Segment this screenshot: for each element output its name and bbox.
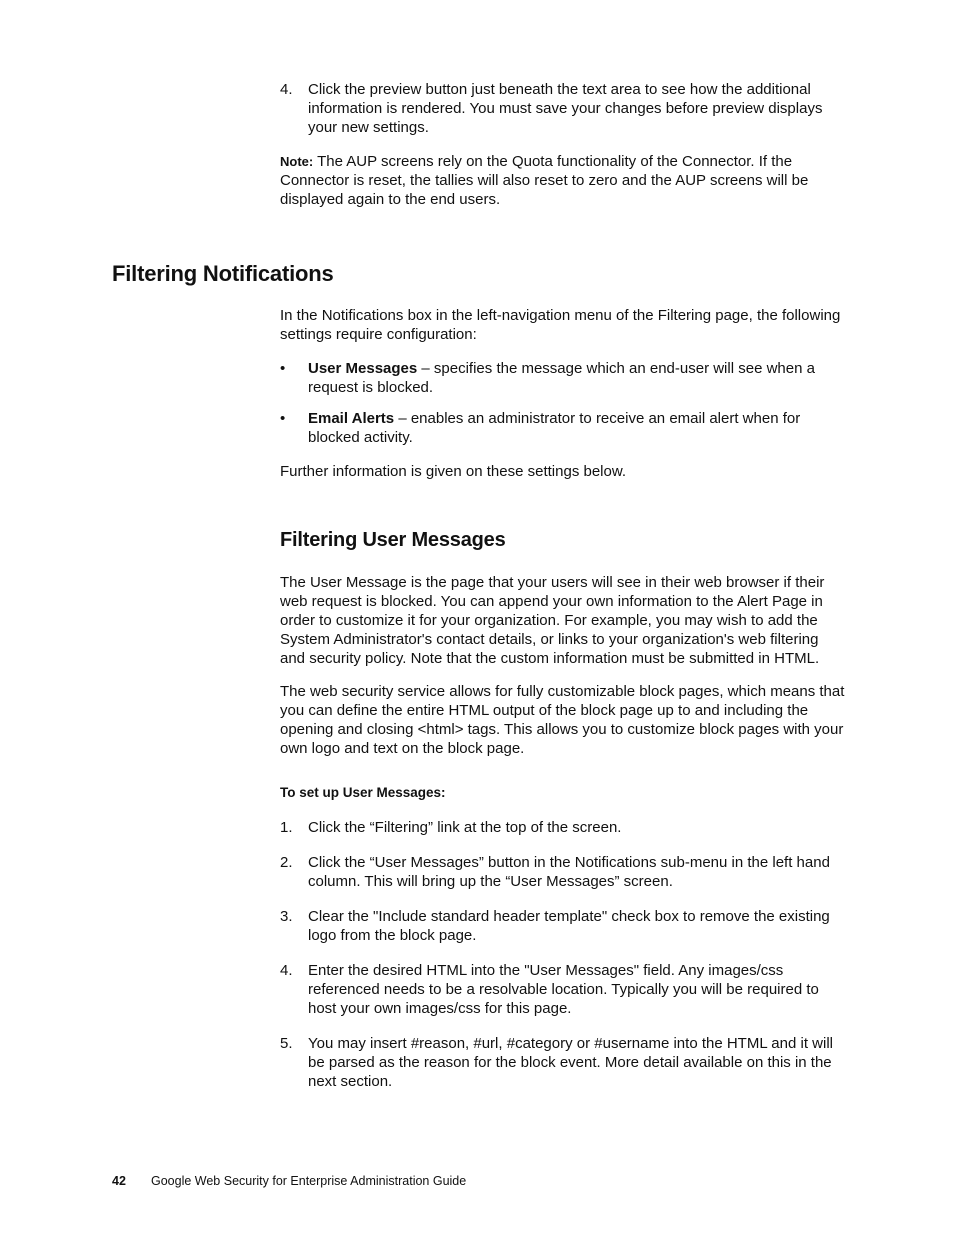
bullet-term: Email Alerts	[308, 410, 395, 427]
bullet-marker: •	[280, 410, 286, 427]
bullet-marker: •	[280, 360, 286, 377]
list-item	[280, 907, 845, 945]
subsection-heading: Filtering User Messages	[280, 529, 506, 551]
further-info: Further information is given on these settings below.	[280, 463, 627, 480]
step-number: 5.	[280, 1035, 293, 1052]
section-heading: Filtering Notifications	[112, 261, 334, 286]
step-text: Click the preview button just beneath the text area to see how the additional information is rendered. You must save your changes before preview displays your new settings.	[308, 81, 823, 136]
procedure-heading: To set up User Messages:	[280, 785, 446, 800]
section-intro: In the Notifications box in the left-navigation menu of the Filtering page, the following settings require configuration:	[280, 307, 841, 343]
steps-list	[280, 818, 845, 1091]
step-text: Clear the "Include standard header template" check box to remove the existing logo from the block page.	[308, 908, 830, 944]
step-text: Click the “User Messages” button in the Notifications sub-menu in the left hand column. This will bring up the “User Messages” screen.	[308, 854, 830, 890]
step-number: 4.	[280, 81, 293, 98]
page-number: 42	[112, 1174, 126, 1188]
list-item	[280, 1034, 845, 1091]
note-label: Note:	[280, 154, 314, 169]
list-item	[280, 853, 845, 891]
paragraph: The User Message is the page that your users will see in their web browser if their web request is blocked. You can append your own information to the Alert Page in order to customize it for your organization. For example, you may wish to add the System Administrator's contact details, or links to your organization's web filtering and security policy. Note that the custom information must be submitted in HTML.	[280, 574, 825, 667]
step-text: Click the “Filtering” link at the top of the screen.	[308, 819, 622, 836]
note-text: The AUP screens rely on the Quota functionality of the Connector. If the Connector is reset, the tallies will also reset to zero and the AUP screens will be displayed again to the end users.	[280, 153, 809, 208]
note-paragraph	[280, 152, 845, 209]
settings-bullet-list	[280, 359, 845, 447]
bullet-term: User Messages	[308, 360, 418, 377]
continued-step-list	[280, 80, 845, 137]
list-item	[280, 80, 845, 137]
step-number: 3.	[280, 908, 293, 925]
list-item	[280, 359, 845, 397]
step-number: 1.	[280, 819, 293, 836]
bullet-text: – enables an administrator to receive an email alert when for blocked activity.	[308, 410, 801, 446]
bullet-text: – specifies the message which an end-user will see when a request is blocked.	[308, 360, 815, 396]
running-footer-title: Google Web Security for Enterprise Administration Guide	[151, 1174, 467, 1188]
list-item	[280, 961, 845, 1018]
step-number: 2.	[280, 854, 293, 871]
list-item	[280, 409, 845, 447]
step-text: You may insert #reason, #url, #category or #username into the HTML and it will be parsed as the reason for the block event. More detail available on this in the next section.	[308, 1035, 833, 1090]
step-number: 4.	[280, 962, 293, 979]
list-item	[280, 818, 845, 837]
step-text: Enter the desired HTML into the "User Messages" field. Any images/css referenced needs to be a resolvable location. Typically you will be required to host your own images/css for this page.	[308, 962, 819, 1017]
paragraph: The web security service allows for fully customizable block pages, which means that you can define the entire HTML output of the block page up to and including the opening and closing <html> tags. This allows you to customize block pages with your own logo and text on the block page.	[280, 683, 845, 757]
